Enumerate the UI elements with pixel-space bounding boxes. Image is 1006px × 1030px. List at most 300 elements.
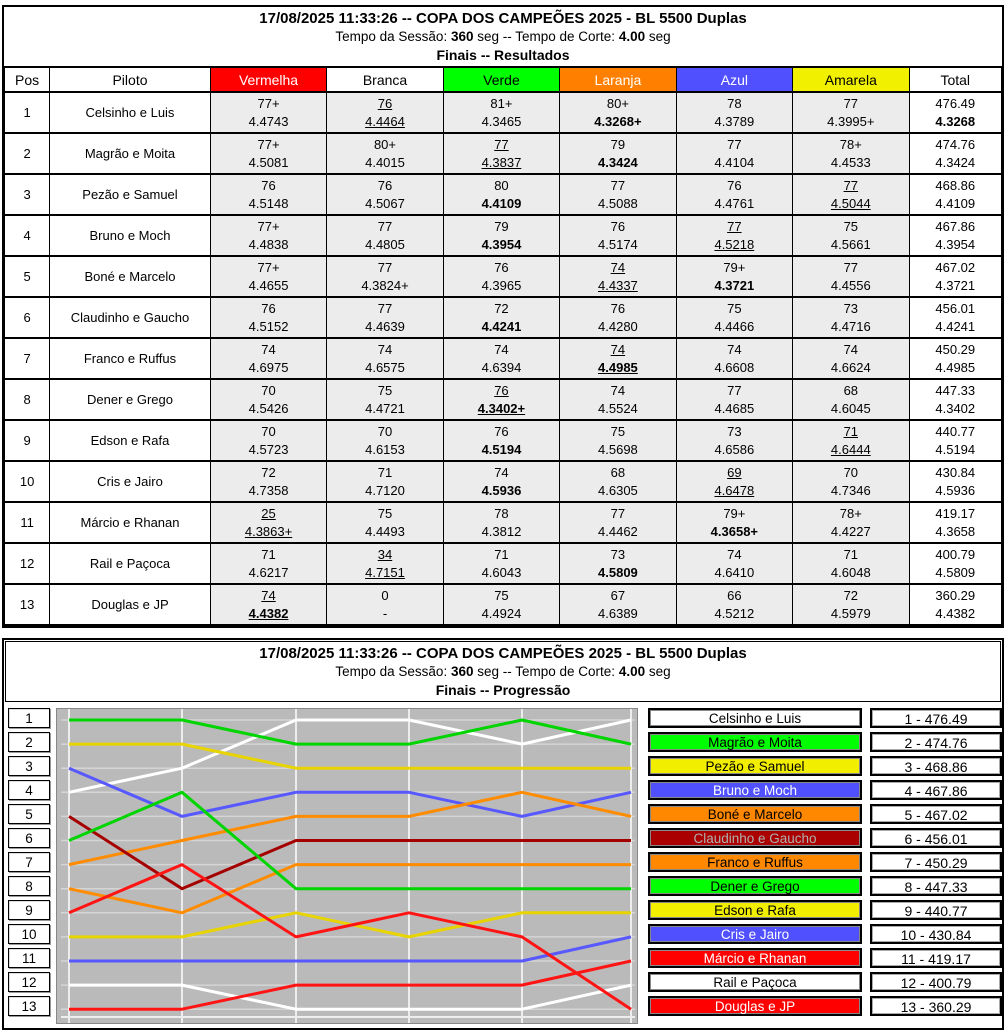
legend-team-box (648, 972, 862, 992)
round-cell (676, 174, 792, 215)
round-cell (793, 215, 909, 256)
legend-result-box (870, 828, 1002, 848)
legend-team-name: Edson e Rafa (650, 902, 860, 918)
legend-result-value: 5 - 467.02 (872, 806, 1000, 822)
position-label-box: 4 (8, 780, 50, 800)
total-cell (909, 92, 1001, 133)
best-lap-value: 4.4227 (830, 523, 871, 539)
best-lap-value: 4.4761 (714, 195, 755, 211)
laps-value: 74 (610, 382, 626, 398)
round-cell (793, 420, 909, 461)
laps-value: 79+ (723, 505, 746, 521)
best-lap-value: 4.3995+ (827, 113, 875, 129)
round-cell (560, 256, 676, 297)
pilot-name-cell: Dener e Grego (50, 379, 211, 420)
total-best-lap: 4.5809 (935, 564, 976, 580)
legend-result-box (870, 732, 1002, 752)
total-best-lap: 4.3721 (935, 277, 976, 293)
round-cell (560, 461, 676, 502)
laps-value: 74 (377, 341, 393, 357)
best-lap-value: 4.3465 (481, 113, 522, 129)
round-cell (327, 215, 443, 256)
best-lap-value: 4.5152 (248, 318, 289, 334)
laps-value: 68 (610, 464, 626, 480)
legend-team-box (648, 804, 862, 824)
result-row (5, 297, 1002, 338)
best-lap-value: 4.6575 (365, 359, 405, 375)
column-header-verde: Verde (443, 67, 559, 92)
round-cell (793, 543, 909, 584)
legend-result-box (870, 780, 1002, 800)
best-lap-value: 4.4556 (830, 277, 871, 293)
laps-value: 77 (843, 95, 859, 111)
column-header-total: Total (909, 67, 1001, 92)
round-cell (793, 584, 909, 625)
legend-team-box (648, 996, 862, 1016)
cut-label: seg -- Tempo de Corte: (473, 29, 619, 44)
round-cell (327, 174, 443, 215)
round-cell (793, 92, 909, 133)
best-lap-value: 4.7358 (248, 482, 289, 498)
best-lap-value: 4.4104 (714, 154, 755, 170)
best-lap-value: 4.6394 (481, 359, 522, 375)
total-best-lap: 4.5194 (935, 441, 976, 457)
legend-result-box (870, 924, 1002, 944)
best-lap-value: 4.6608 (714, 359, 755, 375)
best-lap-value: 4.4985 (598, 359, 638, 375)
round-cell (210, 543, 326, 584)
pilot-name-cell: Cris e Jairo (50, 461, 211, 502)
round-cell (210, 584, 326, 625)
legend-result-box (870, 948, 1002, 968)
total-cell (909, 133, 1001, 174)
laps-value: 74 (727, 546, 742, 562)
best-lap-value: 4.6444 (830, 441, 871, 457)
results-header-row (5, 67, 1002, 92)
position-cell: 5 (5, 256, 50, 297)
best-lap-value: 4.4805 (365, 236, 405, 252)
best-lap-value: 4.4685 (714, 400, 755, 416)
round-cell (560, 502, 676, 543)
total-cell (909, 297, 1001, 338)
position-label-box: 2 (8, 732, 50, 752)
results-subtitle: Finais -- Resultados (436, 47, 570, 63)
round-cell (327, 133, 443, 174)
round-cell (327, 420, 443, 461)
best-lap-value: 4.4464 (365, 113, 405, 129)
round-cell (560, 543, 676, 584)
round-cell (327, 297, 443, 338)
round-cell (210, 420, 326, 461)
progression-session-info (6, 663, 1000, 681)
round-cell (676, 297, 792, 338)
legend-team-box (648, 756, 862, 776)
round-cell (443, 256, 559, 297)
best-lap-value: 4.6975 (248, 359, 289, 375)
laps-value: 76 (261, 177, 276, 193)
laps-value: 71 (261, 546, 276, 562)
round-cell (676, 133, 792, 174)
best-lap-value: 4.3965 (481, 277, 522, 293)
pilot-name-cell: Douglas e JP (50, 584, 211, 625)
laps-value: 34 (377, 546, 393, 562)
total-points: 360.29 (935, 587, 976, 603)
laps-value: 75 (727, 300, 742, 316)
legend-result-value: 12 - 400.79 (872, 974, 1000, 990)
laps-value: 75 (377, 382, 393, 398)
round-cell (560, 174, 676, 215)
best-lap-value: 4.5809 (598, 564, 638, 580)
best-lap-value: 4.5426 (248, 400, 289, 416)
total-points: 447.33 (935, 382, 976, 398)
session-value: 360 (450, 29, 474, 44)
best-lap-value: 4.6305 (598, 482, 638, 498)
best-lap-value: 4.5194 (481, 441, 522, 457)
position-label-box: 8 (8, 876, 50, 896)
laps-value: 71 (843, 423, 859, 439)
column-header-piloto: Piloto (50, 67, 211, 92)
best-lap-value: 4.4924 (481, 605, 522, 621)
best-lap-value: 4.4493 (365, 523, 405, 539)
best-lap-value: 4.4838 (248, 236, 289, 252)
legend-team-name: Boné e Marcelo (650, 806, 860, 822)
seg-suffix: seg (645, 664, 671, 679)
laps-value: 70 (377, 423, 393, 439)
best-lap-value: 4.5723 (248, 441, 289, 457)
cut-value: 4.00 (618, 664, 646, 679)
legend-result-value: 6 - 456.01 (872, 830, 1000, 846)
result-row (5, 543, 1002, 584)
position-cell: 13 (5, 584, 50, 625)
position-label-box: 9 (8, 900, 50, 920)
round-cell (443, 297, 559, 338)
total-best-lap: 4.3424 (935, 154, 976, 170)
round-cell (210, 379, 326, 420)
legend-result-value: 3 - 468.86 (872, 758, 1000, 774)
total-points: 450.29 (935, 341, 976, 357)
column-header-amarela: Amarela (793, 67, 909, 92)
round-cell (443, 584, 559, 625)
legend-result-value: 9 - 440.77 (872, 902, 1000, 918)
round-cell (327, 92, 443, 133)
laps-value: 77+ (257, 259, 280, 275)
legend-result-value: 13 - 360.29 (872, 998, 1000, 1014)
best-lap-value: 4.5661 (830, 236, 871, 252)
best-lap-value: 4.5979 (830, 605, 871, 621)
legend-team-box (648, 900, 862, 920)
result-row (5, 256, 1002, 297)
round-cell (676, 502, 792, 543)
best-lap-value: 4.5088 (598, 195, 638, 211)
round-cell (793, 379, 909, 420)
legend-result-value: 1 - 476.49 (872, 710, 1000, 726)
best-lap-value: 4.3824+ (361, 277, 409, 293)
laps-value: 72 (843, 587, 859, 603)
laps-value: 75 (494, 587, 509, 603)
legend-result-box (870, 756, 1002, 776)
progression-body (4, 703, 1002, 1028)
best-lap-value: 4.4721 (365, 400, 405, 416)
total-points: 440.77 (935, 423, 976, 439)
session-value: 360 (450, 664, 474, 679)
legend-team-name: Franco e Ruffus (650, 854, 860, 870)
laps-value: 75 (843, 218, 859, 234)
round-cell (560, 584, 676, 625)
laps-value: 77 (377, 218, 393, 234)
best-lap-value: 4.4462 (598, 523, 638, 539)
round-cell (327, 543, 443, 584)
column-header-laranja: Laranja (560, 67, 676, 92)
legend-result-box (870, 708, 1002, 728)
round-cell (793, 461, 909, 502)
round-cell (210, 256, 326, 297)
best-lap-value: 4.3658+ (710, 523, 759, 539)
laps-value: 76 (610, 218, 626, 234)
best-lap-value: 4.7151 (365, 564, 405, 580)
result-row (5, 379, 1002, 420)
round-cell (210, 502, 326, 543)
round-cell (210, 174, 326, 215)
session-label: Tempo da Sessão: (335, 664, 451, 679)
laps-value: 71 (494, 546, 509, 562)
laps-value: 76 (261, 300, 276, 316)
round-cell (210, 297, 326, 338)
laps-value: 80+ (373, 136, 397, 152)
best-lap-value: 4.4466 (714, 318, 755, 334)
best-lap-value: 4.5698 (598, 441, 638, 457)
total-cell (909, 543, 1001, 584)
legend-team-box (648, 924, 862, 944)
result-row (5, 338, 1002, 379)
best-lap-value: 4.5067 (365, 195, 405, 211)
best-lap-value: 4.6410 (714, 564, 755, 580)
total-points: 467.86 (935, 218, 976, 234)
laps-value: 70 (261, 382, 276, 398)
position-cell: 2 (5, 133, 50, 174)
laps-value: 72 (261, 464, 276, 480)
round-cell (443, 461, 559, 502)
round-cell (443, 338, 559, 379)
legend-result-value: 10 - 430.84 (872, 926, 1000, 942)
laps-value: 71 (377, 464, 393, 480)
legend-team-name: Cris e Jairo (650, 926, 860, 942)
best-lap-value: 4.6389 (598, 605, 638, 621)
laps-value: 68 (843, 382, 859, 398)
result-row (5, 420, 1002, 461)
laps-value: 72 (494, 300, 509, 316)
results-table (4, 66, 1002, 626)
round-cell (327, 256, 443, 297)
round-cell (327, 379, 443, 420)
laps-value: 71 (843, 546, 859, 562)
total-points: 430.84 (935, 464, 976, 480)
laps-value: 70 (843, 464, 859, 480)
column-header-branca: Branca (327, 67, 443, 92)
laps-value: 76 (377, 177, 393, 193)
best-lap-value: 4.5148 (248, 195, 289, 211)
laps-value: 81+ (490, 95, 513, 111)
laps-value: 25 (261, 505, 276, 521)
laps-value: 79+ (723, 259, 746, 275)
results-title: 17/08/2025 11:33:26 -- COPA DOS CAMPEÕES 2025 - BL 5500 Duplas (259, 10, 747, 27)
pilot-name-cell: Rail e Paçoca (50, 543, 211, 584)
progression-section (2, 638, 1004, 1030)
laps-value: 74 (494, 464, 509, 480)
best-lap-value: 4.7120 (365, 482, 405, 498)
best-lap-value: 4.4533 (830, 154, 871, 170)
round-cell (210, 461, 326, 502)
best-lap-value: 4.6217 (248, 564, 289, 580)
round-cell (676, 584, 792, 625)
position-label-box: 6 (8, 828, 50, 848)
progression-chart (56, 708, 638, 1024)
laps-value: 76 (377, 95, 393, 111)
pilot-name-cell: Franco e Ruffus (50, 338, 211, 379)
best-lap-value: 4.4655 (248, 277, 289, 293)
position-cell: 3 (5, 174, 50, 215)
legend-result-value: 8 - 447.33 (872, 878, 1000, 894)
position-label-box: 1 (8, 708, 50, 728)
progression-header (5, 641, 1001, 702)
total-cell (909, 461, 1001, 502)
total-points: 474.76 (935, 136, 976, 152)
total-cell (909, 420, 1001, 461)
total-best-lap: 4.3402 (935, 400, 976, 416)
laps-value: 77 (377, 300, 393, 316)
laps-value: 69 (727, 464, 742, 480)
best-lap-value: 4.3837 (481, 154, 522, 170)
column-header-pos: Pos (5, 67, 50, 92)
progression-subtitle: Finais -- Progressão (435, 682, 571, 698)
best-lap-value: 4.4382 (248, 605, 289, 621)
total-cell (909, 174, 1001, 215)
laps-value: 77 (610, 177, 626, 193)
position-cell: 6 (5, 297, 50, 338)
legend-team-name: Márcio e Rhanan (650, 950, 860, 966)
laps-value: 76 (610, 300, 626, 316)
best-lap-value: 4.4743 (248, 113, 289, 129)
legend-result-value: 7 - 450.29 (872, 854, 1000, 870)
round-cell (676, 215, 792, 256)
best-lap-value: 4.6586 (714, 441, 755, 457)
legend-team-box (648, 852, 862, 872)
best-lap-value: 4.5218 (714, 236, 755, 252)
laps-value: 78+ (839, 505, 862, 521)
laps-value: 77 (377, 259, 393, 275)
round-cell (793, 502, 909, 543)
total-best-lap: 4.3658 (935, 523, 976, 539)
legend-result-value: 2 - 474.76 (872, 734, 1000, 750)
legend-team-box (648, 948, 862, 968)
pilot-name-cell: Bruno e Moch (50, 215, 211, 256)
round-cell (793, 338, 909, 379)
results-section (2, 5, 1004, 628)
round-cell (560, 215, 676, 256)
round-cell (560, 133, 676, 174)
round-cell (676, 461, 792, 502)
laps-value: 78 (727, 95, 742, 111)
laps-value: 73 (727, 423, 742, 439)
round-cell (327, 502, 443, 543)
laps-value: 74 (727, 341, 742, 357)
round-cell (560, 338, 676, 379)
legend-team-name: Celsinho e Luis (650, 710, 860, 726)
laps-value: 74 (261, 341, 276, 357)
laps-value: 74 (261, 587, 276, 603)
best-lap-value: 4.4716 (830, 318, 871, 334)
position-label-box: 11 (8, 948, 50, 968)
laps-value: 77 (727, 382, 742, 398)
round-cell (443, 379, 559, 420)
result-row (5, 133, 1002, 174)
best-lap-value: 4.4280 (598, 318, 638, 334)
round-cell (443, 92, 559, 133)
laps-value: 77 (494, 136, 509, 152)
best-lap-value: 4.3721 (714, 277, 755, 293)
round-cell (676, 338, 792, 379)
round-cell (793, 174, 909, 215)
best-lap-value: 4.3424 (598, 154, 638, 170)
best-lap-value: 4.6153 (365, 441, 405, 457)
total-points: 467.02 (935, 259, 976, 275)
pilot-name-cell: Celsinho e Luis (50, 92, 211, 133)
column-header-vermelha: Vermelha (210, 67, 326, 92)
best-lap-value: 4.4109 (481, 195, 522, 211)
total-points: 400.79 (935, 546, 976, 562)
best-lap-value: 4.6478 (714, 482, 755, 498)
best-lap-value: 4.3268+ (594, 113, 642, 129)
legend-team-box (648, 708, 862, 728)
best-lap-value: 4.5524 (598, 400, 638, 416)
laps-value: 76 (494, 423, 509, 439)
position-cell: 12 (5, 543, 50, 584)
laps-value: 76 (494, 259, 509, 275)
best-lap-value: 4.5936 (481, 482, 522, 498)
legend-names-column (648, 708, 862, 1024)
best-lap-value: 4.5044 (830, 195, 871, 211)
legend-team-name: Rail e Paçoca (650, 974, 860, 990)
laps-value: 77+ (257, 95, 280, 111)
laps-value: 79 (610, 136, 626, 152)
legend-result-box (870, 804, 1002, 824)
legend-result-box (870, 876, 1002, 896)
results-session-info (4, 28, 1002, 46)
total-best-lap: 4.5936 (935, 482, 976, 498)
legend-team-name: Douglas e JP (650, 998, 860, 1014)
round-cell (327, 461, 443, 502)
pilot-name-cell: Magrão e Moita (50, 133, 211, 174)
laps-value: 73 (610, 546, 626, 562)
laps-value: 0 (381, 587, 389, 603)
round-cell (793, 297, 909, 338)
total-cell (909, 215, 1001, 256)
legend-team-name: Claudinho e Gaucho (650, 830, 860, 846)
best-lap-value: 4.6045 (830, 400, 871, 416)
legend-team-box (648, 876, 862, 896)
position-cell: 1 (5, 92, 50, 133)
best-lap-value: 4.5174 (598, 236, 638, 252)
legend-team-name: Bruno e Moch (650, 782, 860, 798)
legend-team-name: Dener e Grego (650, 878, 860, 894)
round-cell (443, 543, 559, 584)
pilot-name-cell: Edson e Rafa (50, 420, 211, 461)
laps-value: 66 (727, 587, 742, 603)
laps-value: 77 (727, 136, 742, 152)
best-lap-value: 4.3954 (481, 236, 522, 252)
total-cell (909, 379, 1001, 420)
legend-result-box (870, 996, 1002, 1016)
round-cell (443, 133, 559, 174)
